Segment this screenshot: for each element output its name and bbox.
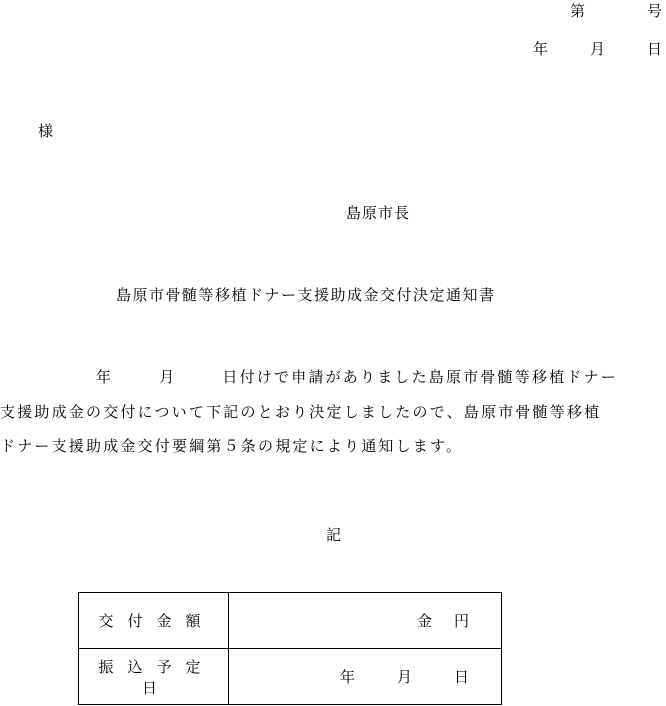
amount-label: 交付金額 <box>79 593 229 649</box>
body-year: 年 <box>96 368 114 386</box>
detail-table <box>78 592 502 705</box>
transfer-date-value <box>229 649 502 705</box>
document-date-month: 月 <box>589 40 605 58</box>
transfer-date-label: 振込予定日 <box>79 649 229 705</box>
document-date-day: 日 <box>646 40 662 58</box>
document-date-year: 年 <box>532 40 548 58</box>
body-line-3: ドナー支援助成金交付要綱第５条の規定により通知します。 <box>0 437 464 455</box>
addressee-honorific: 様 <box>38 122 54 140</box>
transfer-date-year: 年 <box>339 668 355 686</box>
sender-name: 島原市長 <box>346 204 411 222</box>
document-date <box>533 38 662 59</box>
body-paragraph <box>0 360 666 464</box>
body-line-1-text: 日付けで申請がありました島原市骨髄等移植ドナー <box>222 368 619 386</box>
document-number-prefix: 第 <box>569 2 585 20</box>
body-line-1 <box>0 360 666 395</box>
table-row-transfer-date <box>79 649 502 705</box>
ki-heading: 記 <box>326 526 342 544</box>
amount-unit-kin: 金 <box>416 612 432 630</box>
table-row-amount <box>79 593 502 649</box>
transfer-date-month: 月 <box>396 668 412 686</box>
body-month: 月 <box>159 368 177 386</box>
amount-value <box>229 593 502 649</box>
document-title: 島原市骨髄等移植ドナー支援助成金交付決定通知書 <box>116 286 496 304</box>
body-line-2: 支援助成金の交付について下記のとおり決定しましたので、島原市骨髄等移植 <box>0 402 602 421</box>
transfer-date-day: 日 <box>453 668 469 686</box>
document-number-suffix: 号 <box>646 2 662 20</box>
document-number <box>570 0 662 21</box>
amount-unit-yen: 円 <box>453 612 469 630</box>
